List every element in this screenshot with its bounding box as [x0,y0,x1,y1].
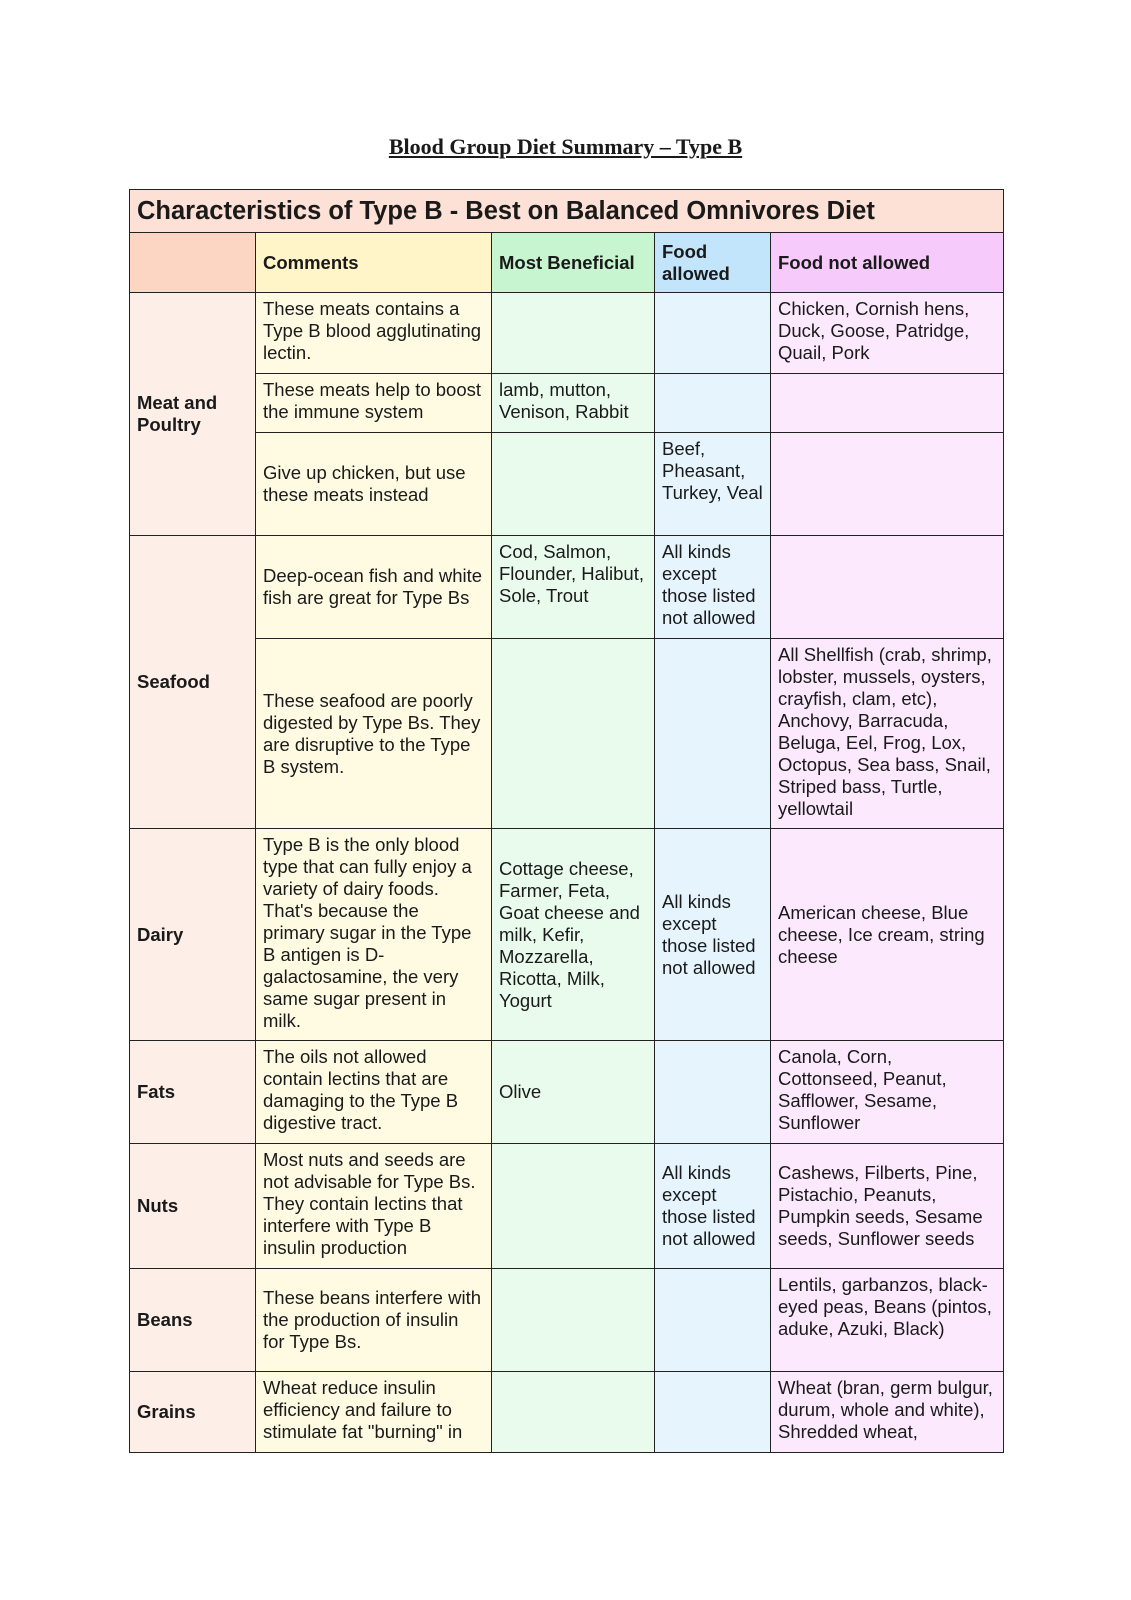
table-row [130,1041,1004,1144]
table-row [130,374,1004,433]
allowed-cell [655,1372,771,1453]
not-allowed-cell [771,433,1004,536]
allowed-cell [655,1041,771,1144]
table-row [130,639,1004,829]
allowed-cell [655,374,771,433]
category-grains: Grains [130,1372,256,1453]
header-most-beneficial: Most Beneficial [492,233,655,293]
not-allowed-cell: All Shellfish (crab, shrimp, lobster, mussels, oysters, crayfish, clam, etc), Anchovy, Barracuda, Beluga, Eel, Frog, Lox, Octopus, Sea bass, Snail, Striped bass, Turtle, yellowtail [771,639,1004,829]
comment-cell: The oils not allowed contain lectins that are damaging to the Type B digestive tract. [256,1041,492,1144]
category-nuts: Nuts [130,1144,256,1269]
category-beans: Beans [130,1269,256,1372]
header-category [130,233,256,293]
table-row [130,536,1004,639]
table-banner-row [130,190,1004,233]
beneficial-cell [492,433,655,536]
beneficial-cell [492,639,655,829]
document-title: Blood Group Diet Summary – Type B [388,134,743,159]
category-meat-poultry: Meat and Poultry [130,293,256,536]
allowed-cell [655,1269,771,1372]
header-comments: Comments [256,233,492,293]
not-allowed-cell: Cashews, Filberts, Pine, Pistachio, Peanuts, Pumpkin seeds, Sesame seeds, Sunflower seeds [771,1144,1004,1269]
beneficial-cell: Cottage cheese, Farmer, Feta, Goat cheese and milk, Kefir, Mozzarella, Ricotta, Milk, Yogurt [492,829,655,1041]
not-allowed-cell [771,374,1004,433]
table-row [130,293,1004,374]
table-row [130,1144,1004,1269]
beneficial-cell: Cod, Salmon, Flounder, Halibut, Sole, Trout [492,536,655,639]
allowed-cell: All kinds except those listed not allowed [655,829,771,1041]
category-fats: Fats [130,1041,256,1144]
beneficial-cell [492,1269,655,1372]
table-row [130,1269,1004,1372]
table-row [130,433,1004,536]
allowed-cell [655,639,771,829]
not-allowed-cell: Wheat (bran, germ bulgur, durum, whole and white), Shredded wheat, [771,1372,1004,1453]
header-food-allowed: Food allowed [655,233,771,293]
allowed-cell: All kinds except those listed not allowed [655,536,771,639]
diet-table [129,189,1004,1453]
table-header-row [130,233,1004,293]
comment-cell: These meats contains a Type B blood agglutinating lectin. [256,293,492,374]
beneficial-cell [492,1372,655,1453]
category-seafood: Seafood [130,536,256,829]
header-food-not-allowed: Food not allowed [771,233,1004,293]
beneficial-cell [492,293,655,374]
table-row [130,829,1004,1041]
allowed-cell: Beef, Pheasant, Turkey, Veal [655,433,771,536]
comment-cell: These seafood are poorly digested by Type Bs. They are disruptive to the Type B system. [256,639,492,829]
not-allowed-cell: Canola, Corn, Cottonseed, Peanut, Safflower, Sesame, Sunflower [771,1041,1004,1144]
comment-cell: Type B is the only blood type that can fully enjoy a variety of dairy foods. That's because the primary sugar in the Type B antigen is D-galactosamine, the very same sugar present in milk. [256,829,492,1041]
comment-cell: Most nuts and seeds are not advisable for Type Bs. They contain lectins that interfere with Type B insulin production [256,1144,492,1269]
beneficial-cell [492,1144,655,1269]
comment-cell: These meats help to boost the immune system [256,374,492,433]
category-dairy: Dairy [130,829,256,1041]
comment-cell: These beans interfere with the production of insulin for Type Bs. [256,1269,492,1372]
allowed-cell [655,293,771,374]
comment-cell: Give up chicken, but use these meats instead [256,433,492,536]
beneficial-cell: Olive [492,1041,655,1144]
not-allowed-cell: Chicken, Cornish hens, Duck, Goose, Patridge, Quail, Pork [771,293,1004,374]
allowed-cell: All kinds except those listed not allowed [655,1144,771,1269]
not-allowed-cell [771,536,1004,639]
beneficial-cell: lamb, mutton, Venison, Rabbit [492,374,655,433]
not-allowed-cell: Lentils, garbanzos, black-eyed peas, Beans (pintos, aduke, Azuki, Black) [771,1269,1004,1372]
table-row [130,1372,1004,1453]
table-banner: Characteristics of Type B - Best on Balanced Omnivores Diet [130,190,1004,233]
comment-cell: Deep-ocean fish and white fish are great for Type Bs [256,536,492,639]
comment-cell: Wheat reduce insulin efficiency and failure to stimulate fat "burning" in [256,1372,492,1453]
not-allowed-cell: American cheese, Blue cheese, Ice cream, string cheese [771,829,1004,1041]
